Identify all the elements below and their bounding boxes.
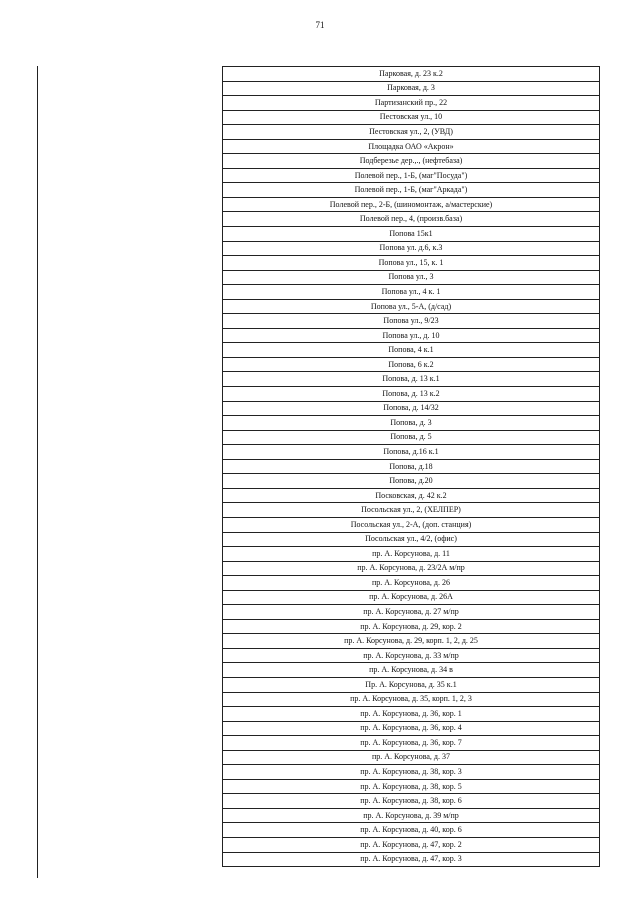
table-row bbox=[223, 372, 600, 387]
table-row bbox=[223, 168, 600, 183]
table-row bbox=[223, 852, 600, 867]
address-cell: Полевой пер., 4, (произв.база) bbox=[223, 212, 600, 227]
table-row bbox=[223, 707, 600, 722]
address-cell: пр. А. Корсунова, д. 38, кор. 3 bbox=[223, 765, 600, 780]
address-cell: пр. А. Корсунова, д. 29, корп. 1, 2, д. 25 bbox=[223, 634, 600, 649]
address-cell: Попова, д.18 bbox=[223, 459, 600, 474]
table-row bbox=[223, 183, 600, 198]
address-cell: Попова ул., 15, к. 1 bbox=[223, 256, 600, 271]
table-row bbox=[223, 692, 600, 707]
page-number: 71 bbox=[315, 20, 325, 30]
table-row bbox=[223, 299, 600, 314]
table-row bbox=[223, 256, 600, 271]
address-cell: пр. А. Корсунова, д. 35, корп. 1, 2, 3 bbox=[223, 692, 600, 707]
table-row bbox=[223, 561, 600, 576]
address-cell: Попова, д. 5 bbox=[223, 430, 600, 445]
address-cell: Партизанский пр., 22 bbox=[223, 96, 600, 111]
table-row bbox=[223, 677, 600, 692]
table-row bbox=[223, 110, 600, 125]
address-cell: пр. А. Корсунова, д. 47, кор. 2 bbox=[223, 837, 600, 852]
address-cell: Попова, 6 к.2 bbox=[223, 357, 600, 372]
table-row bbox=[223, 634, 600, 649]
table-row bbox=[223, 576, 600, 591]
address-cell: Полевой пер., 2-Б, (шиномонтаж, а/мастерские) bbox=[223, 197, 600, 212]
address-cell: пр. А. Корсунова, д. 26А bbox=[223, 590, 600, 605]
address-cell: пр. А. Корсунова, д. 36, кор. 4 bbox=[223, 721, 600, 736]
address-cell: Попова, д. 13 к.1 bbox=[223, 372, 600, 387]
table-row bbox=[223, 619, 600, 634]
table-row bbox=[223, 663, 600, 678]
table-row bbox=[223, 416, 600, 431]
table-row bbox=[223, 197, 600, 212]
address-cell: Пр. А. Корсунова, д. 35 к.1 bbox=[223, 677, 600, 692]
table-row bbox=[223, 81, 600, 96]
table-row bbox=[223, 387, 600, 402]
table-row bbox=[223, 67, 600, 82]
address-cell: Попова, д. 13 к.2 bbox=[223, 387, 600, 402]
table-row bbox=[223, 648, 600, 663]
table-row bbox=[223, 736, 600, 751]
address-cell: Попова, 4 к.1 bbox=[223, 343, 600, 358]
address-cell: пр. А. Корсунова, д. 38, кор. 5 bbox=[223, 779, 600, 794]
address-cell: Полевой пер., 1-Б, (маг"Аркада") bbox=[223, 183, 600, 198]
table-row bbox=[223, 765, 600, 780]
address-cell: пр. А. Корсунова, д. 11 bbox=[223, 547, 600, 562]
address-cell: Парковая, д. 23 к.2 bbox=[223, 67, 600, 82]
table-row bbox=[223, 808, 600, 823]
address-cell: Посольская ул., 2, (ХЕЛПЕР) bbox=[223, 503, 600, 518]
table-row bbox=[223, 328, 600, 343]
address-cell: Попова ул., 4 к. 1 bbox=[223, 285, 600, 300]
table-row bbox=[223, 590, 600, 605]
table-row bbox=[223, 779, 600, 794]
address-cell: пр. А. Корсунова, д. 36, кор. 1 bbox=[223, 707, 600, 722]
address-cell: Пестовская ул., 2, (УВД) bbox=[223, 125, 600, 140]
address-cell: Подберезье дер.,., (нефтебаза) bbox=[223, 154, 600, 169]
address-cell: Попова ул., 9/23 bbox=[223, 314, 600, 329]
address-cell: Попова, д. 3 bbox=[223, 416, 600, 431]
table-row bbox=[223, 343, 600, 358]
address-table bbox=[222, 66, 600, 867]
table-row bbox=[223, 125, 600, 140]
table-row bbox=[223, 154, 600, 169]
table-row bbox=[223, 750, 600, 765]
address-cell: пр. А. Корсунова, д. 27 м/пр bbox=[223, 605, 600, 620]
address-cell: пр. А. Корсунова, д. 40, кор. 6 bbox=[223, 823, 600, 838]
address-cell: пр. А. Корсунова, д. 29, кор. 2 bbox=[223, 619, 600, 634]
table-row bbox=[223, 488, 600, 503]
table-row bbox=[223, 96, 600, 111]
left-margin-line bbox=[37, 66, 38, 878]
table-row bbox=[223, 139, 600, 154]
address-cell: Полевой пер., 1-Б, (маг"Посуда") bbox=[223, 168, 600, 183]
table-row bbox=[223, 503, 600, 518]
address-cell: пр. А. Корсунова, д. 26 bbox=[223, 576, 600, 591]
table-row bbox=[223, 445, 600, 460]
address-cell: Попова ул., д. 10 bbox=[223, 328, 600, 343]
table-row bbox=[223, 285, 600, 300]
table-row bbox=[223, 605, 600, 620]
address-cell: пр. А. Корсунова, д. 37 bbox=[223, 750, 600, 765]
address-cell: пр. А. Корсунова, д. 38, кор. 6 bbox=[223, 794, 600, 809]
table-row bbox=[223, 357, 600, 372]
address-cell: пр. А. Корсунова, д. 39 м/пр bbox=[223, 808, 600, 823]
address-cell: Попова ул. д.6, к.3 bbox=[223, 241, 600, 256]
table-row bbox=[223, 547, 600, 562]
address-cell: Попова ул., 5-А, (д/сад) bbox=[223, 299, 600, 314]
table-row bbox=[223, 474, 600, 489]
table-row bbox=[223, 314, 600, 329]
address-cell: пр. А. Корсунова, д. 23/2А м/пр bbox=[223, 561, 600, 576]
table-row bbox=[223, 459, 600, 474]
address-cell: Попова, д.20 bbox=[223, 474, 600, 489]
address-cell: Попова, д. 14/32 bbox=[223, 401, 600, 416]
address-table-body bbox=[223, 67, 600, 867]
address-cell: пр. А. Корсунова, д. 34 в bbox=[223, 663, 600, 678]
table-row bbox=[223, 532, 600, 547]
address-cell: пр. А. Корсунова, д. 33 м/пр bbox=[223, 648, 600, 663]
table-row bbox=[223, 837, 600, 852]
address-cell: Посольская ул., 4/2, (офис) bbox=[223, 532, 600, 547]
table-row bbox=[223, 241, 600, 256]
table-row bbox=[223, 517, 600, 532]
address-cell: пр. А. Корсунова, д. 47, кор. 3 bbox=[223, 852, 600, 867]
address-cell: Попова 15к1 bbox=[223, 227, 600, 242]
address-cell: Площадка ОАО «Акрон» bbox=[223, 139, 600, 154]
table-row bbox=[223, 227, 600, 242]
table-row bbox=[223, 721, 600, 736]
address-cell: Посольская ул., 2-А, (доп. станция) bbox=[223, 517, 600, 532]
table-row bbox=[223, 401, 600, 416]
address-cell: Посковская, д. 42 к.2 bbox=[223, 488, 600, 503]
table-row bbox=[223, 430, 600, 445]
address-cell: пр. А. Корсунова, д. 36, кор. 7 bbox=[223, 736, 600, 751]
table-row bbox=[223, 270, 600, 285]
address-cell: Парковая, д. 3 bbox=[223, 81, 600, 96]
address-cell: Попова ул., 3 bbox=[223, 270, 600, 285]
address-cell: Попова, д.16 к.1 bbox=[223, 445, 600, 460]
table-row bbox=[223, 823, 600, 838]
table-row bbox=[223, 794, 600, 809]
address-cell: Пестовская ул., 10 bbox=[223, 110, 600, 125]
table-row bbox=[223, 212, 600, 227]
